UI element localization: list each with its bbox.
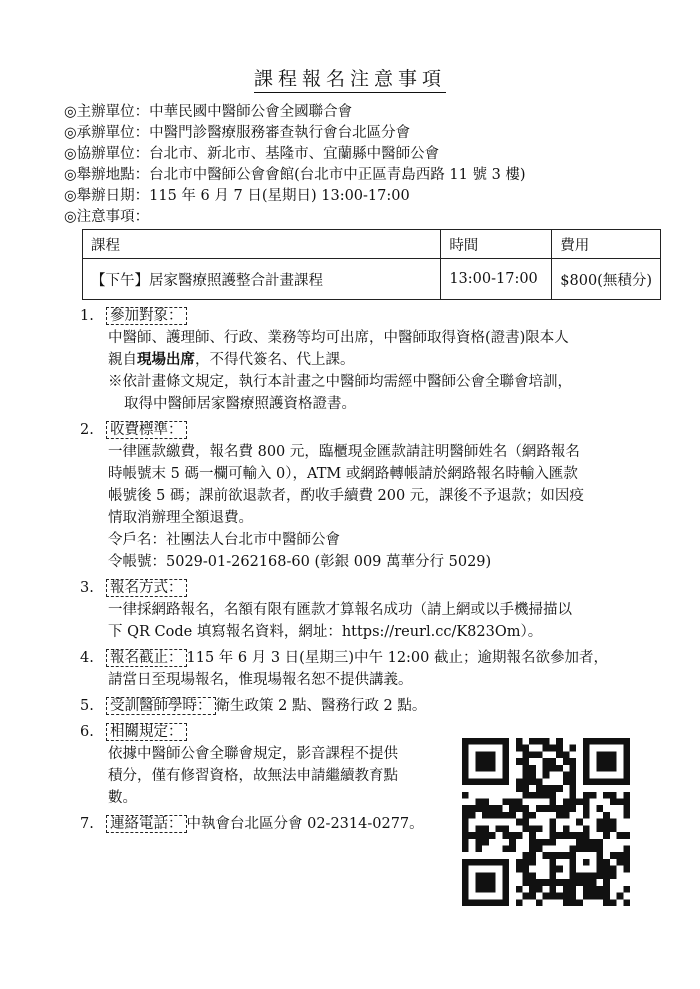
course-name: 【下午】居家醫療照護整合計畫課程 — [83, 259, 441, 300]
item-credits: 5. 受訓醫師學時： 衛生政策 2 點、醫務行政 2 點。 — [80, 698, 427, 714]
notes-heading: ◎注意事項： — [64, 209, 150, 225]
co-organizer: ◎協辦單位：台北市、新北市、基隆市、宜蘭縣中醫師公會 — [64, 146, 440, 162]
item-label: 收費標準： — [106, 421, 187, 439]
item-label: 連絡電話： — [106, 815, 187, 833]
item-contact: 7. 連絡電話： 中執會台北區分會 02-2314-0277。 — [80, 816, 424, 832]
account-name: 令戶名：社團法人台北市中醫師公會 — [108, 532, 340, 548]
course-table — [82, 229, 661, 300]
venue: ◎舉辦地點：台北市中醫師公會會館(台北市中正區青島西路 11 號 3 樓) — [64, 167, 526, 183]
item-registration-method: 3. 報名方式： 一律採網路報名，名額有限有匯款才算報名成功（請上網或以手機掃描以 下 QR Code 填寫報名資料，網址：https://reurl.cc/K823Om）。 — [80, 577, 660, 643]
header-time: 時間 — [441, 230, 552, 259]
registration-url: 下 QR Code 填寫報名資料，網址：https://reurl.cc/K823Om）。 — [108, 624, 543, 640]
item-label: 相關規定： — [106, 723, 187, 741]
table-header-row — [83, 230, 661, 259]
qr-code-icon — [462, 738, 630, 906]
course-time: 13:00-17:00 — [441, 259, 552, 300]
item-label: 參加對象： — [106, 307, 187, 325]
header-fee: 費用 — [552, 230, 661, 259]
organizer: ◎主辦單位：中華民國中醫師公會全國聯合會 — [64, 104, 353, 120]
item-deadline: 4. 報名截止： 115 年 6 月 3 日(星期三)中午 12:00 截止；逾期報名欲參加者， 請當日至現場報名，惟現場報名恕不提供講義。 — [80, 650, 608, 688]
item-label: 受訓醫師學時： — [106, 697, 216, 715]
event-info — [64, 102, 664, 228]
account-number: 令帳號：5029-01-262168-60 (彰銀 009 萬華分行 5029) — [108, 554, 492, 570]
header-course: 課程 — [83, 230, 441, 259]
table-row — [83, 259, 661, 300]
event-date: ◎舉辦日期：115 年 6 月 7 日(星期日) 13:00-17:00 — [64, 188, 410, 204]
item-label: 報名方式： — [106, 579, 187, 597]
item-label: 報名截止： — [106, 649, 187, 667]
item-fees: 2. 收費標準： 一律匯款繳費，報名費 800 元，臨櫃現金匯款請註明醫師姓名（網路報名 時帳號末 5 碼一欄可輸入 0），ATM 或網路轉帳請於網路報名時輸入匯款 帳號後 5 碼；課前欲退款者，酌收手續費 200 元，課後不予退款；如因疫 情取消辦理全額退費。 令戶名：社團法人台北市中醫師公會 令帳號：5029-01-262168-60 (彰銀 009 萬華分行 5029) — [80, 419, 660, 573]
item-participants: 1. 參加對象： 中醫師、護理師、行政、業務等均可出席，中醫師取得資格(證書)限本人 親自現場出席，不得代簽名、代上課。 ※依計畫條文規定，執行本計畫之中醫師均需經中醫師公會全聯會培訓， 取得中醫師居家醫療照護資格證書。 — [80, 308, 572, 412]
page-title: 課程報名注意事項 — [0, 64, 700, 91]
item-regulations: 6. 相關規定： 依據中醫師公會全聯會規定，影音課程不提供 積分，僅有修習資格，故無法申請繼續教育點 數。 — [80, 724, 398, 806]
course-fee: $800(無積分) — [552, 259, 661, 300]
executor: ◎承辦單位：中醫門診醫療服務審查執行會台北區分會 — [64, 125, 411, 141]
contact-phone: 中執會台北區分會 02-2314-0277。 — [186, 816, 424, 832]
